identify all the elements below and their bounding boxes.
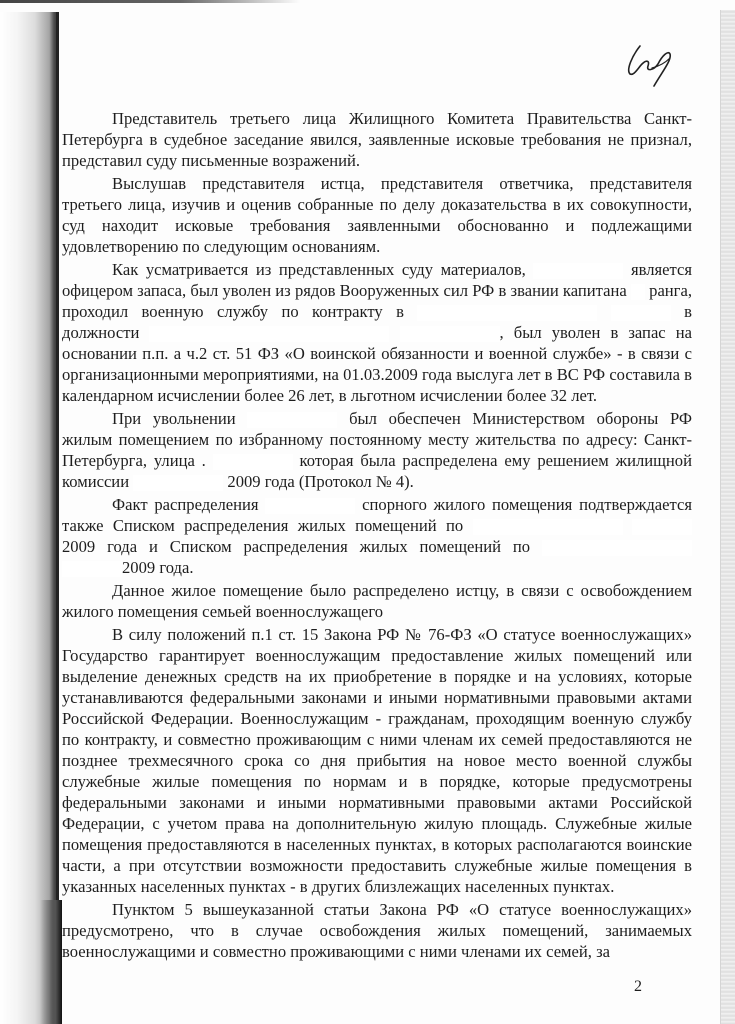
paragraph-third-party-representative: Представитель третьего лица Жилищного Комитета Правительства Санкт-Петербурга в судебное заседание явился, заявленные исковые требования не признал, представил суду письменные возражений. bbox=[62, 109, 692, 170]
housing-part-1: При увольнении bbox=[112, 409, 236, 428]
page-number: 2 bbox=[634, 978, 642, 995]
redacted-unit-cont bbox=[611, 305, 671, 321]
redacted-position-cont bbox=[400, 326, 500, 342]
handwritten-mark bbox=[618, 40, 688, 90]
distribution-part-3: 2009 года и Списком распределения жилых помещений по bbox=[62, 537, 531, 556]
binding-shadow bbox=[0, 12, 58, 1024]
scan-edge-top bbox=[0, 0, 300, 3]
paragraph-housing-provided bbox=[62, 408, 692, 492]
paragraph-service-record bbox=[62, 259, 692, 406]
binding-edge-line bbox=[56, 12, 59, 1024]
service-record-part-3: ранга, проходил военную службу по контракту в bbox=[62, 281, 693, 321]
redacted-position bbox=[149, 326, 389, 342]
paragraph-law-point-5: Пунктом 5 вышеуказанной статьи Закона РФ «О статусе военнослужащих» предусмотрено, что в случае освобождения жилых помещений, занимаемых военнослужащими и совместно проживающими с ними членами их семей, за bbox=[62, 900, 692, 961]
redacted-address bbox=[213, 454, 293, 470]
document-body bbox=[62, 108, 692, 997]
redacted-rank bbox=[631, 284, 645, 300]
redacted-name bbox=[265, 498, 355, 514]
distribution-part-1: Факт распределения bbox=[112, 495, 259, 514]
paragraph-court-findings: Выслушав представителя истца, представителя ответчика, представителя третьего лица, изучив и оценив собранные по делу доказательства в их совокупности, суд находит исковые требования заявленными обоснованно и подлежащими удовлетворению по следующим основаниям. bbox=[62, 174, 692, 256]
distribution-part-2: спорного жилого помещения подтверждается также Списком распределения жилых помещений по bbox=[62, 495, 692, 535]
binding-shadow-bottom bbox=[40, 900, 62, 1024]
redacted-list-source bbox=[542, 540, 692, 556]
distribution-part-4: 2009 года. bbox=[122, 558, 194, 577]
redacted-list-source bbox=[473, 519, 623, 535]
redacted-date bbox=[62, 561, 122, 577]
redacted-unit bbox=[417, 305, 597, 321]
housing-part-2: был обеспечен Министерством обороны РФ жилым помещением по избранному постоянному месту жительства по адресу: Санкт-Петербурга, улица . bbox=[62, 409, 693, 470]
paragraph-law-article-15: В силу положений п.1 ст. 15 Закона РФ № 76-ФЗ «О статусе военнослужащих» Государство гарантирует военнослужащим предоставление жилых помещений или выделение денежных средств на их приобретение в порядке и на условиях, которые устанавливаются федеральными законами и иными нормативными правовыми актами Российской Федерации. Военнослужащим - гражданам, проходящим военную службу по контракту, и совместно проживающим с ними членам их семей предоставляются не позднее трехмесячного срока со дня прибытия на новое место военной службы служебные жилые помещения по нормам и в порядке, которые предусмотрены федеральными законами и иными нормативными правовыми актами Российской Федерации, с учетом права на дополнительную жилую площадь. Служебные жилые помещения предоставляются в населенных пунктах, в которых располагаются воинские части, а при отсутствии возможности предоставить служебные жилые помещения в указанных населенных пунктах - в других близлежащих населенных пунктах. bbox=[62, 625, 692, 896]
scan-edge-right bbox=[720, 10, 735, 1024]
housing-part-4: 2009 года (Протокол № 4). bbox=[227, 472, 414, 491]
paragraph-distribution-fact bbox=[62, 494, 692, 578]
service-record-part-2: является офицером запаса, был уволен из рядов Вооруженных сил РФ в звании капитана bbox=[62, 260, 692, 300]
redacted-name bbox=[247, 412, 337, 428]
redacted-name bbox=[533, 263, 623, 279]
housing-part-3: которая была распределена ему решением жилищной комиссии bbox=[62, 451, 692, 491]
service-record-part-5: , был уволен в запас на основании п.п. а ч.2 ст. 51 ФЗ «О воинской обязанности и военной службе» - в связи с организационными мероприятиями, на 01.03.2009 года выслуга лет в ВС РФ составила в календарном исчислении более 26 лет, в льготном исчислении более 32 лет. bbox=[62, 323, 693, 405]
paragraph-distributed-to-plaintiff: Данное жилое помещение было распределено истцу, в связи с освобождением жилого помещения семьей военнослужащего bbox=[62, 581, 692, 621]
redacted-date bbox=[133, 475, 223, 491]
service-record-part-1: Как усматривается из представленных суду материалов, bbox=[112, 260, 526, 279]
service-record-part-4: в должности bbox=[62, 302, 692, 342]
redacted-date bbox=[632, 519, 692, 535]
